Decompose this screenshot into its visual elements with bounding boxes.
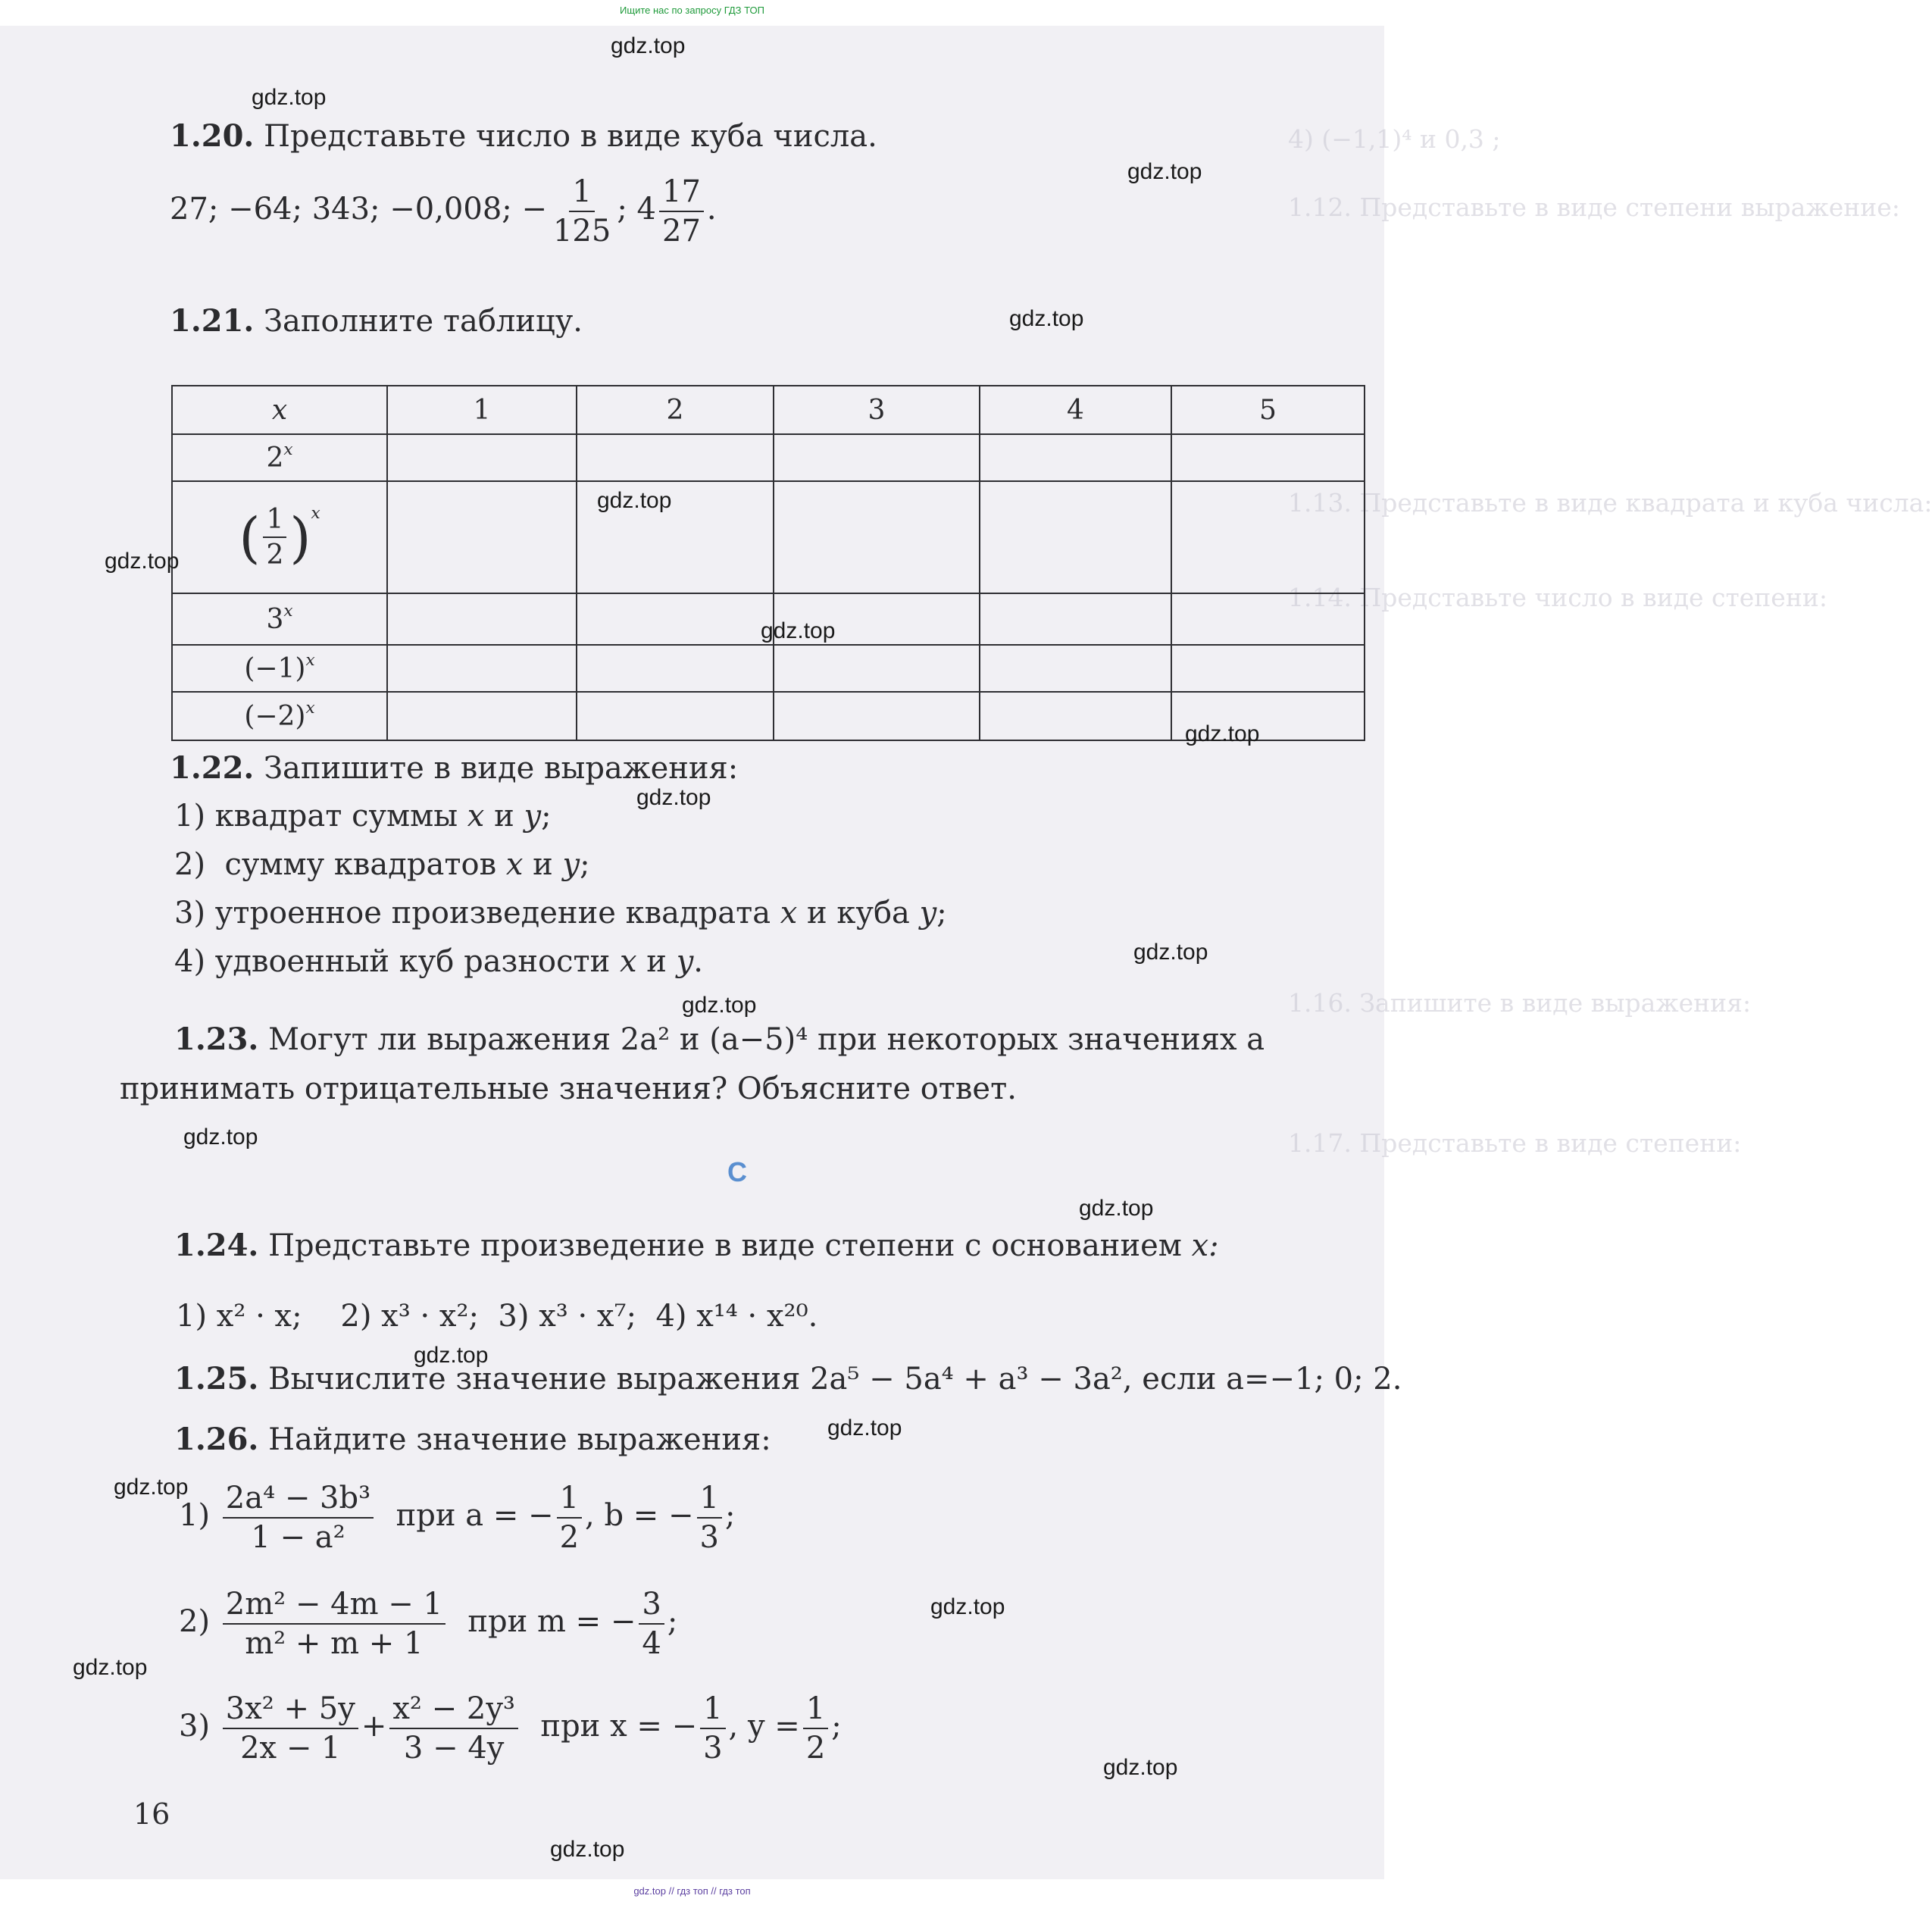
empty-cell[interactable] (577, 593, 774, 645)
exercise-1-26-part1: 1) $\frac{\text{2a⁴ − 3b³}}{\text{1 − a²}}$ при a = − $\frac{1}{2}$ , b = − $\frac{1}{3}$ ; (179, 1481, 736, 1555)
exercise-text: Запишите в виде выражения: (264, 751, 739, 786)
section-heading-c: C (727, 1156, 747, 1187)
exercise-1-26-part2: 2) $\frac{\text{2m² − 4m − 1}}{\text{m² + m + 1}}$ при m = − $\frac{3}{4}$ ; (179, 1587, 678, 1661)
watermark: gdz.top (1185, 721, 1260, 746)
empty-cell[interactable] (1171, 645, 1365, 692)
exercise-text: Найдите значение выражения: (268, 1422, 771, 1457)
bottom-banner[interactable]: gdz.top // гдз топ // гдз топ (633, 1885, 751, 1897)
empty-cell[interactable] (980, 692, 1171, 740)
empty-cell[interactable] (577, 692, 774, 740)
empty-cell[interactable] (980, 593, 1171, 645)
exercise-1-22-title (170, 750, 738, 786)
exercise-number: 1.20. (170, 118, 255, 154)
mixed-number-whole: 4 (636, 192, 656, 227)
exercise-number: 1.25. (174, 1361, 259, 1397)
watermark: gdz.top (105, 549, 180, 574)
watermark: gdz.top (114, 1475, 189, 1500)
empty-cell[interactable] (387, 645, 577, 692)
list-item: 2) сумму квадратов x и y; (174, 847, 590, 882)
empty-cell[interactable] (980, 434, 1171, 481)
row-label: $(-1)^x$ (172, 645, 387, 692)
empty-cell[interactable] (387, 434, 577, 481)
empty-cell[interactable] (774, 434, 980, 481)
empty-cell[interactable] (774, 645, 980, 692)
watermark: gdz.top (1103, 1755, 1178, 1780)
fill-in-table (171, 385, 1365, 741)
table-row (172, 481, 1365, 593)
empty-cell[interactable] (980, 481, 1171, 593)
watermark: gdz.top (611, 33, 686, 58)
list-item: 4) x¹⁴ · x²⁰. (655, 1299, 818, 1334)
watermark: gdz.top (636, 785, 711, 810)
table-header-cell: 2 (577, 386, 774, 434)
watermark: gdz.top (73, 1655, 148, 1680)
exercise-number: 1.26. (174, 1422, 259, 1457)
row-label: 3$^x$ (172, 593, 387, 645)
table-row (172, 645, 1365, 692)
watermark: gdz.top (682, 993, 757, 1018)
ghost-text: 1.13. Представьте в виде квадрата и куба числа: (1288, 488, 1932, 518)
exercise-text: Заполните таблицу. (264, 304, 583, 339)
list-item: 4) удвоенный куб разности x и y. (174, 944, 704, 979)
exercise-1-20-title (170, 118, 877, 154)
empty-cell[interactable] (1171, 434, 1365, 481)
ghost-text: 4) (−1,1)⁴ и 0,3 ; (1288, 124, 1501, 154)
table-header-x: x (172, 386, 387, 434)
table-row (172, 434, 1365, 481)
table-header-row (172, 386, 1365, 434)
ghost-text: 1.14. Представьте число в виде степени: (1288, 583, 1827, 612)
exercise-1-20-values: 27; −64; 343; −0,008; − $\frac{1}{125}$ ; 4 $\frac{17}{27}$ . (170, 174, 717, 249)
row-label: ( $\frac{1}{2}$ )$^x$ (172, 481, 387, 593)
list-item: 2) x³ · x²; (340, 1299, 479, 1334)
list-item: 1) x² · x; (176, 1299, 302, 1334)
fraction: $\frac{17}{27}$ (659, 174, 704, 249)
list-item: 3) x³ · x⁷; (498, 1299, 636, 1334)
empty-cell[interactable] (774, 692, 980, 740)
ghost-text: 1.17. Представьте в виде степени: (1288, 1128, 1742, 1158)
exercise-text: Могут ли выражения 2a² и (a−5)⁴ при некоторых значениях a (268, 1022, 1265, 1057)
watermark: gdz.top (550, 1837, 625, 1862)
watermark: gdz.top (183, 1125, 258, 1150)
list-item: 3) утроенное произведение квадрата x и куба y; (174, 896, 947, 931)
table-header-cell: 3 (774, 386, 980, 434)
exercise-1-25: 1.25. Вычислите значение выражения 2a⁵ − 5a⁴ + a³ − 3a², если a=−1; 0; 2. (174, 1361, 1402, 1397)
table-header-cell: 4 (980, 386, 1171, 434)
watermark: gdz.top (761, 618, 836, 643)
ghost-text: 1.12. Представьте в виде степени выражение: (1288, 192, 1900, 222)
top-banner[interactable]: Ищите нас по запросу ГДЗ ТОП (620, 5, 764, 16)
table-header-cell: 5 (1171, 386, 1365, 434)
watermark: gdz.top (1127, 159, 1202, 184)
list-item: 1) квадрат суммы x и y; (174, 799, 552, 834)
exercise-number: 1.23. (174, 1021, 259, 1057)
fraction: $\frac{1}{125}$ (552, 174, 611, 249)
watermark: gdz.top (1133, 940, 1208, 965)
empty-cell[interactable] (387, 692, 577, 740)
page-number: 16 (133, 1797, 170, 1831)
watermark: gdz.top (597, 488, 672, 513)
ghost-text: 1.16. Запишите в виде выражения: (1288, 988, 1752, 1018)
exercise-text: Вычислите значение выражения (268, 1362, 801, 1397)
table-header-cell: 1 (387, 386, 577, 434)
empty-cell[interactable] (577, 434, 774, 481)
row-label: 2$^x$ (172, 434, 387, 481)
exercise-text: Представьте число в виде куба числа. (264, 119, 877, 154)
exercise-number: 1.24. (174, 1228, 259, 1263)
textbook-page (0, 26, 1932, 1879)
row-label: $(-2)^x$ (172, 692, 387, 740)
empty-cell[interactable] (1171, 481, 1365, 593)
exercise-number: 1.21. (170, 303, 255, 339)
exercise-1-21-title (170, 303, 583, 339)
watermark: gdz.top (252, 85, 327, 110)
empty-cell[interactable] (387, 481, 577, 593)
watermark: gdz.top (414, 1343, 489, 1368)
watermark: gdz.top (1009, 306, 1084, 331)
exercise-1-24-items (176, 1299, 818, 1334)
empty-cell[interactable] (980, 645, 1171, 692)
exercise-1-26-title (174, 1422, 771, 1457)
empty-cell[interactable] (577, 645, 774, 692)
exercise-number: 1.22. (170, 750, 255, 786)
exercise-1-23-line2: принимать отрицательные значения? Объясните ответ. (120, 1071, 1017, 1106)
empty-cell[interactable] (1171, 593, 1365, 645)
exercise-text: Представьте произведение в виде степени с основанием (268, 1228, 1182, 1263)
exercise-1-23-line1 (174, 1021, 1265, 1057)
exercise-1-24-title: 1.24. Представьте произведение в виде степени с основанием x: (174, 1228, 1219, 1263)
watermark: gdz.top (827, 1415, 902, 1440)
number-list: 27; −64; 343; −0,008; (170, 192, 512, 227)
exercise-1-26-part3: 3) $\frac{\text{3x² + 5y}}{2x - 1}$ + $\frac{\text{x² − 2y³}}{3 - 4y}$ при x = − $\frac{1}{3}$ , y = $\frac{1}{2}$ ; (179, 1691, 842, 1766)
watermark: gdz.top (1079, 1196, 1154, 1221)
empty-cell[interactable] (387, 593, 577, 645)
empty-cell[interactable] (774, 481, 980, 593)
watermark: gdz.top (930, 1594, 1005, 1619)
